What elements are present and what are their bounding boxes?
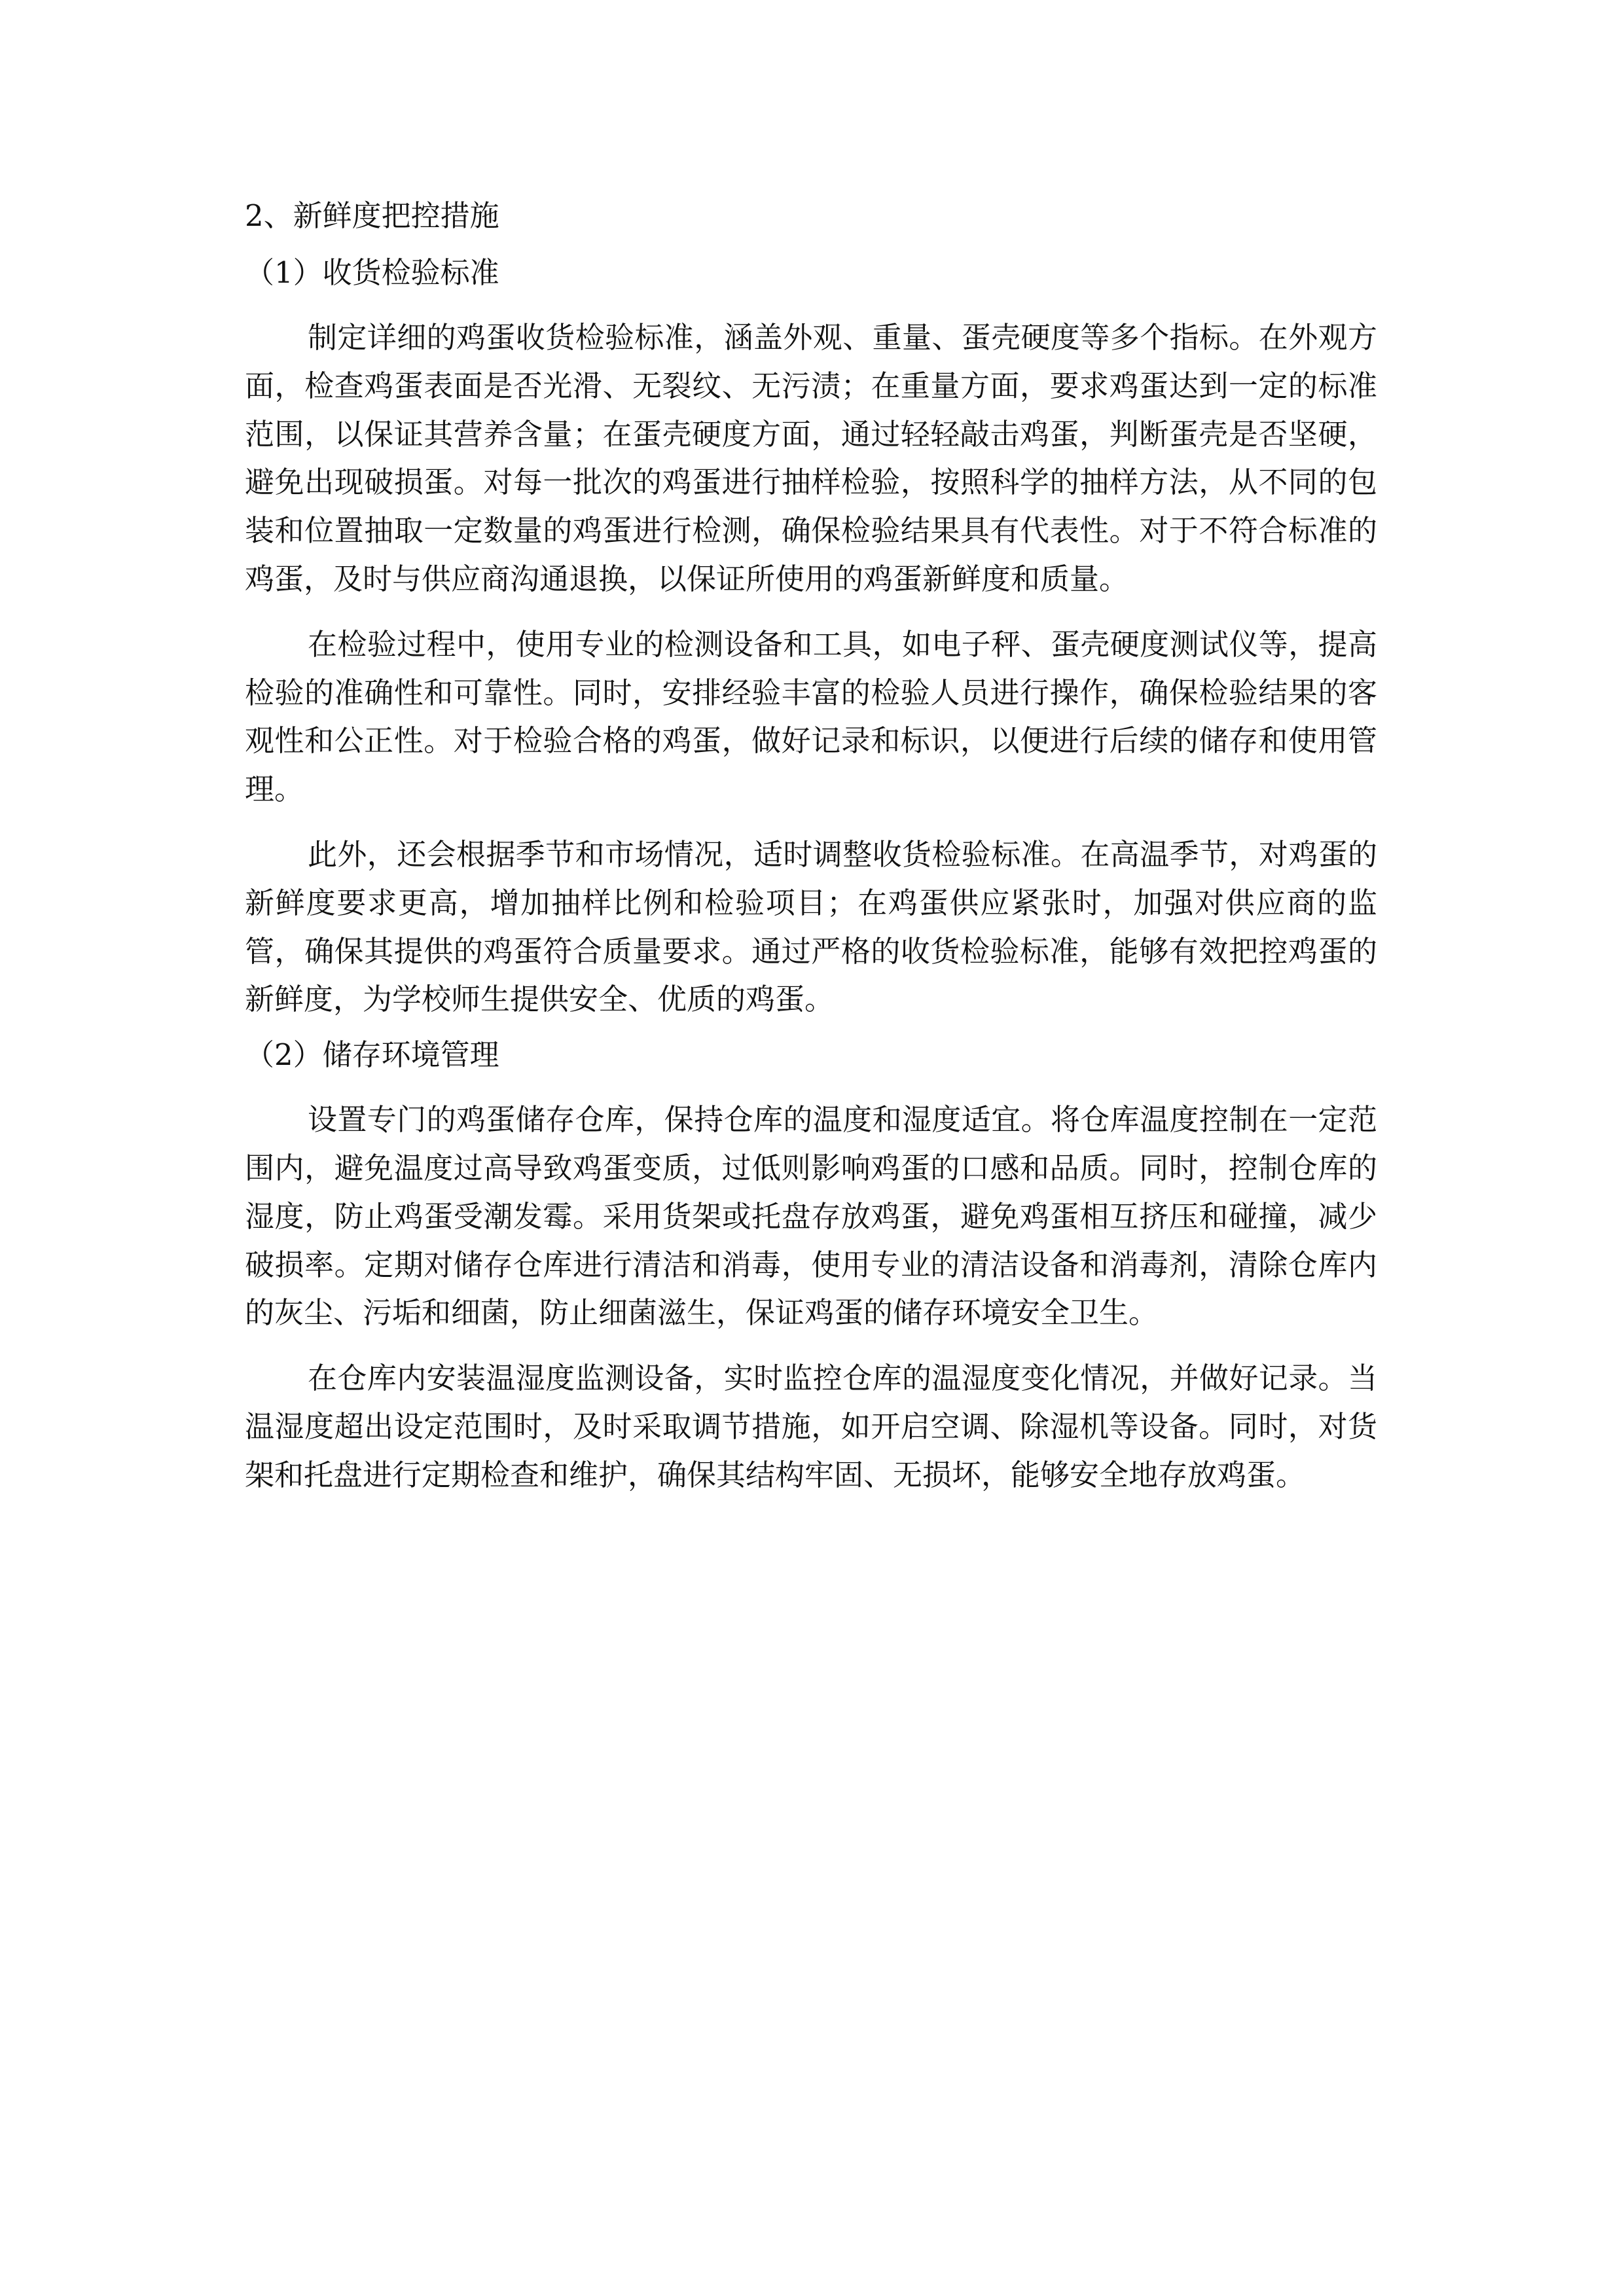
subsection-title-receiving-inspection: （1）收货检验标准 bbox=[245, 255, 499, 290]
paragraph: 此外，还会根据季节和市场情况，适时调整收货检验标准。在高温季节，对鸡蛋的新鲜度要求更高，增加抽样比例和检验项目；在鸡蛋供应紧张时，加强对供应商的监管，确保其提供的鸡蛋符合质量要求。通过严格的收货检验标准，能够有效把控鸡蛋的新鲜度，为学校师生提供安全、优质的鸡蛋。 bbox=[245, 836, 1377, 1017]
section-title: 2、新鲜度把控措施 bbox=[245, 198, 499, 233]
paragraph: 制定详细的鸡蛋收货检验标准，涵盖外观、重量、蛋壳硬度等多个指标。在外观方面，检查鸡蛋表面是否光滑、无裂纹、无污渍；在重量方面，要求鸡蛋达到一定的标准范围，以保证其营养含量；在蛋壳硬度方面，通过轻轻敲击鸡蛋，判断蛋壳是否坚硬，避免出现破损蛋。对每一批次的鸡蛋进行抽样检验，按照科学的抽样方法，从不同的包装和位置抽取一定数量的鸡蛋进行检测，确保检验结果具有代表性。对于不符合标准的鸡蛋，及时与供应商沟通退换，以保证所使用的鸡蛋新鲜度和质量。 bbox=[245, 320, 1377, 596]
paragraph: 在仓库内安装温湿度监测设备，实时监控仓库的温湿度变化情况，并做好记录。当温湿度超出设定范围时，及时采取调节措施，如开启空调、除湿机等设备。同时，对货架和托盘进行定期检查和维护，确保其结构牢固、无损坏，能够安全地存放鸡蛋。 bbox=[245, 1361, 1377, 1492]
paragraph: 设置专门的鸡蛋储存仓库，保持仓库的温度和湿度适宜。将仓库温度控制在一定范围内，避免温度过高导致鸡蛋变质，过低则影响鸡蛋的口感和品质。同时，控制仓库的湿度，防止鸡蛋受潮发霉。采用货架或托盘存放鸡蛋，避免鸡蛋相互挤压和碰撞，减少破损率。定期对储存仓库进行清洁和消毒，使用专业的清洁设备和消毒剂，清除仓库内的灰尘、污垢和细菌，防止细菌滋生，保证鸡蛋的储存环境安全卫生。 bbox=[245, 1102, 1377, 1331]
subsection-title-storage-environment: （2）储存环境管理 bbox=[245, 1037, 499, 1073]
paragraph: 在检验过程中，使用专业的检测设备和工具，如电子秤、蛋壳硬度测试仪等，提高检验的准确性和可靠性。同时，安排经验丰富的检验人员进行操作，确保检验结果的客观性和公正性。对于检验合格的鸡蛋，做好记录和标识，以便进行后续的储存和使用管理。 bbox=[245, 626, 1377, 807]
document-body bbox=[245, 196, 1377, 1499]
